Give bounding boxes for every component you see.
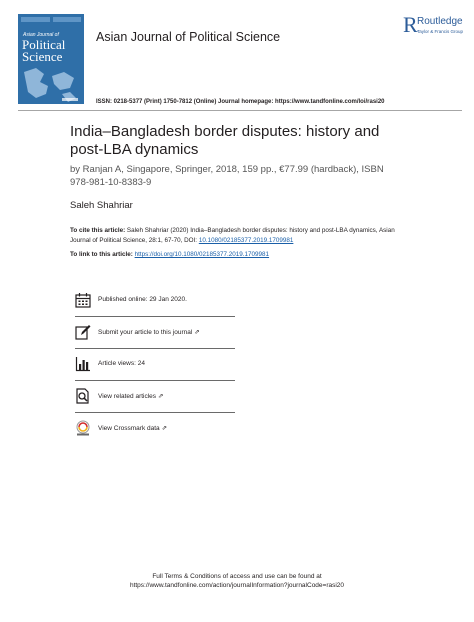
publisher-subtitle: Taylor & Francis Group xyxy=(417,29,464,34)
published-online-text: Published online: 29 Jan 2020. xyxy=(98,296,187,303)
book-info: by Ranjan A, Singapore, Springer, 2018, 159 pp., €77.99 (hardback), ISBN 978-981-10-8383-9 xyxy=(70,164,384,188)
crossmark-icon xyxy=(75,420,91,436)
row-divider xyxy=(75,316,235,317)
article-link-label: To link to this article: xyxy=(70,251,133,258)
routledge-r-icon: R xyxy=(403,12,418,37)
external-link-icon: ⇗ xyxy=(161,425,168,432)
row-divider xyxy=(75,348,235,349)
article-doi-url[interactable]: https://doi.org/10.1080/02185377.2019.1709981 xyxy=(134,251,270,258)
published-online-row xyxy=(75,290,235,312)
article-views-text: Article views: 24 xyxy=(98,360,145,367)
terms-line: Full Terms & Conditions of access and use can be found at xyxy=(152,573,322,580)
related-articles-row[interactable] xyxy=(75,386,235,408)
publisher-logo xyxy=(403,14,465,40)
row-divider xyxy=(75,380,235,381)
journal-cover-image xyxy=(18,14,84,104)
citation-block xyxy=(70,226,405,246)
article-title: India–Bangladesh border disputes: history and post-LBA dynamics xyxy=(70,123,380,158)
search-icon xyxy=(75,388,91,404)
cover-title-line2: Science xyxy=(22,49,63,64)
submit-article-link[interactable]: Submit your article to this journal ⇗ xyxy=(98,329,200,336)
citation-label: To cite this article: xyxy=(70,227,126,234)
issn-line: ISSN: 0218-5377 (Print) 1750-7812 (Online) Journal homepage: https://www.tandfonline.com/loi/rasi20 xyxy=(96,99,385,105)
terms-footer xyxy=(0,572,474,590)
publisher-name: Routledge xyxy=(417,16,463,27)
cover-small-text: Asian Journal of xyxy=(23,32,59,38)
bar-chart-icon xyxy=(75,356,91,372)
row-divider xyxy=(75,412,235,413)
calendar-icon xyxy=(75,292,91,308)
article-views-row xyxy=(75,354,235,376)
submit-article-row[interactable] xyxy=(75,322,235,344)
terms-url[interactable]: https://www.tandfonline.com/action/journalInformation?journalCode=rasi20 xyxy=(129,582,345,589)
header-divider xyxy=(18,110,462,111)
citation-text: Saleh Shahriar (2020) India–Bangladesh border disputes: history and post-LBA dynamics, Asian Journal of Political Science, 28:1, 67-70, DOI: xyxy=(70,227,395,244)
citation-doi-link[interactable]: 10.1080/02185377.2019.1709981 xyxy=(198,237,294,244)
external-link-icon: ⇗ xyxy=(158,393,164,400)
cover-header-strip xyxy=(21,17,81,22)
author-name: Saleh Shahriar xyxy=(70,200,133,211)
edit-icon xyxy=(75,324,91,340)
cover-title-line1: Political xyxy=(22,37,66,52)
related-articles-link[interactable]: View related articles ⇗ xyxy=(98,393,164,400)
cover-map-graphic xyxy=(18,64,84,104)
article-link-line xyxy=(70,251,269,258)
journal-title[interactable]: Asian Journal of Political Science xyxy=(96,30,281,44)
crossmark-link[interactable]: View Crossmark data ⇗ xyxy=(98,425,168,432)
crossmark-row[interactable] xyxy=(75,418,235,440)
external-link-icon: ⇗ xyxy=(194,329,200,336)
